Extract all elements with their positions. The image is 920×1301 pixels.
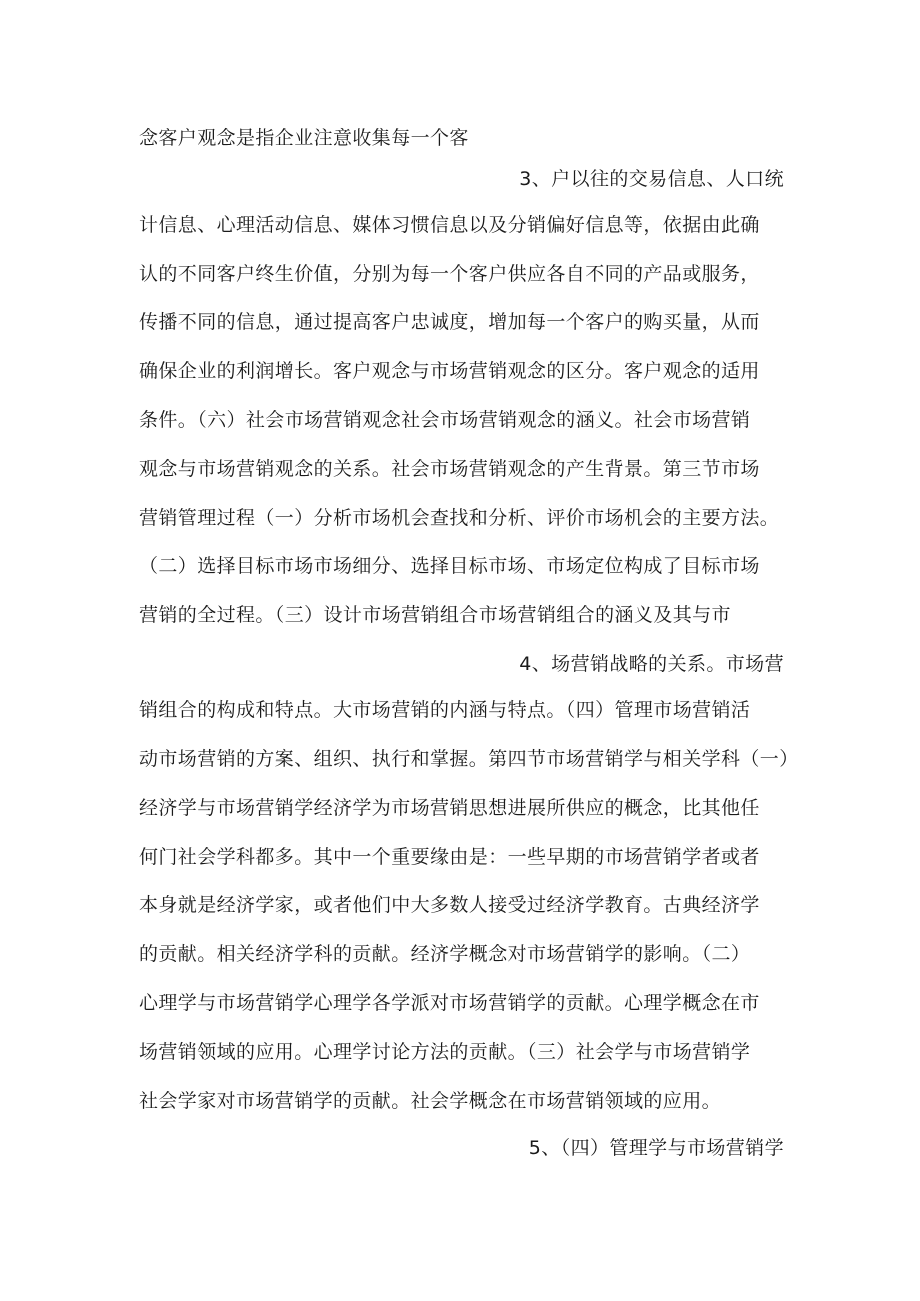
- text-line: 社会学家对市场营销学的贡献。社会学概念在市场营销领域的应用。: [139, 1090, 722, 1112]
- numbered-line: 3、户以往的交易信息、人口统: [519, 168, 784, 190]
- text-line: 场营销领域的应用。心理学讨论方法的贡献。（三）社会学与市场营销学: [139, 1041, 751, 1063]
- text-line: 认的不同客户终生价值，分别为每一个客户供应各自不同的产品或服务，: [139, 263, 760, 285]
- numbered-line: 4、场营销战略的关系。市场营: [519, 653, 784, 675]
- numbered-line: 5、（四）管理学与市场营销学: [528, 1137, 784, 1159]
- text-line: 观念与市场营销观念的关系。社会市场营销观念的产生背景。第三节市场: [139, 458, 760, 480]
- text-line: 传播不同的信息，通过提高客户忠诚度，增加每一个客户的购买量，从而: [139, 311, 760, 333]
- text-line: 营销管理过程（一）分析市场机会查找和分析、评价市场机会的主要方法。: [139, 507, 780, 529]
- text-line: 经济学与市场营销学经济学为市场营销思想进展所供应的概念，比其他任: [139, 797, 760, 819]
- text-line: （二）选择目标市场市场细分、选择目标市场、市场定位构成了目标市场: [139, 555, 760, 577]
- text-line: 条件。（六）社会市场营销观念社会市场营销观念的涵义。社会市场营销: [139, 409, 751, 431]
- text-line: 营销的全过程。（三）设计市场营销组合市场营销组合的涵义及其与市: [139, 604, 731, 626]
- text-line: 本身就是经济学家，或者他们中大多数人接受过经济学教育。古典经济学: [139, 894, 760, 916]
- text-line: 动市场营销的方案、组织、执行和掌握。第四节市场营销学与相关学科（一）: [139, 748, 799, 770]
- text-line: 念客户观念是指企业注意收集每一个客: [139, 127, 469, 149]
- text-line: 心理学与市场营销学心理学各学派对市场营销学的贡献。心理学概念在市: [139, 992, 760, 1014]
- text-line: 的贡献。相关经济学科的贡献。经济学概念对市场营销学的影响。（二）: [139, 943, 751, 965]
- text-line: 销组合的构成和特点。大市场营销的内涵与特点。（四）管理市场营销活: [139, 699, 751, 721]
- text-line: 何门社会学科都多。其中一个重要缘由是：一些早期的市场营销学者或者: [139, 846, 760, 868]
- text-line: 确保企业的利润增长。客户观念与市场营销观念的区分。客户观念的适用: [139, 360, 760, 382]
- text-line: 计信息、心理活动信息、媒体习惯信息以及分销偏好信息等，依据由此确: [139, 214, 760, 236]
